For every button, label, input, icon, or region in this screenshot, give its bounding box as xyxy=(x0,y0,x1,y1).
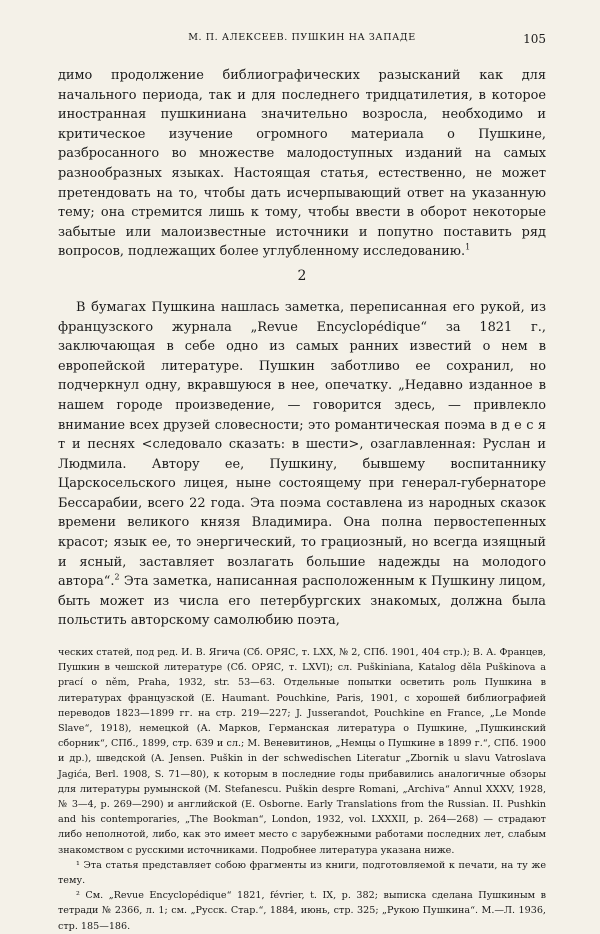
page xyxy=(58,32,546,934)
page-header xyxy=(58,32,546,58)
paragraph-2-text-b: Эта заметка, написанная расположенным к Пушкину лицом, быть может из числа его петербургских знакомых, должна была польстить авторскому самолюбию поэта, xyxy=(58,574,546,629)
paragraph-1 xyxy=(58,66,546,262)
running-title: М. П. АЛЕКСЕЕВ. ПУШКИН НА ЗАПАДЕ xyxy=(188,32,416,43)
page-number: 105 xyxy=(523,32,546,46)
paragraph-2 xyxy=(58,298,546,631)
paragraph-1-text: димо продолжение библиографических разысканий как для начального периода, так и для последнего тридцатилетия, в которое иностранная пушкиниана значительно возросла, необходимо и критическое изучение огромного материала о Пушкине, разбросанного во множестве малодоступных изданий на самых разнообразных языках. Настоящая статья, естественно, не может претендовать на то, чтобы дать исчерпывающий ответ на указанную тему; она стремится лишь к тому, чтобы ввести в оборот некоторые забытые или малоизвестные источники и попутно поставить ряд вопросов, подлежащих более углубленному исследованию. xyxy=(58,68,546,260)
footnote-1: ¹ Эта статья представляет собою фрагменты из книги, подготовляемой к печати, на ту же тему. xyxy=(58,859,546,887)
footnote-ref-2: 2 xyxy=(114,572,120,582)
footnote-2: ² См. „Revue Encyclopédique“ 1821, février, t. IX, p. 382; выписка сделана Пушкиным в тетради № 2366, л. 1; см. „Русск. Стар.“, 1884, июнь, стр. 325; „Рукою Пушкина“. М.—Л. 1936, стр. 185—186. xyxy=(58,890,546,932)
paragraph-2-text-a: В бумагах Пушкина нашлась заметка, переписанная его рукой, из французского журнала „Revue Encyclopédique“ за 1821 г., заключающая в себе одно из самых ранних известий о нем в европейской литературе. Пушкин заботливо ее сохранил, но подчеркнул одну, вкравшуюся в нее, опечатку. „Недавно изданное в нашем городе произведение, — говорится здесь, — привлекло внимание всех друзей словесности; это романтическая поэма в д е с я т и песнях <следовало сказать: в шести>, озаглавленная: Руслан и Людмила. Автору ее, Пушкину, бывшему воспитаннику Царскосельского лицея, ныне состоящему при генерал-губернаторе Бессарабии, всего 22 года. Эта поэма составлена из народных сказок времени великого князя Владимира. Она полна первостепенных красот; язык ее, то энергический, то грациозный, но всегда изящный и ясный, заставляет возлагать большие надежды на молодого автора“. xyxy=(58,299,546,590)
footnote-continuation: ческих статей, под ред. И. В. Ягича (Сб. ОРЯС, т. LXX, № 2, СПб. 1901, 404 стр.); В. А. Францев, Пушкин в чешской литературе (Сб. ОРЯС, т. LXVI); сл. Puškiniana, Katalog děla Puškinova a prací o něm, Praha, 1932, str. 53—63. Отдельные попытки осветить роль Пушкина в литературах французской (E. Haumant. Pouchkine, Paris, 1901, с хорошей библиографией переводов 1823—1899 гг. на стр. 219—227; J. Jusserandot, Pouchkine en France, „Le Monde Slave“, 1918), немецкой (А. Марков, Германская литература о Пушкине, „Пушкинский сборник“, СПб., 1899, стр. 639 и сл.; М. Веневитинов, „Немцы о Пушкине в 1899 г.“, СПб. 1900 и др.), шведской (A. Jensen. Puškin in der schwedischen Literatur „Zbornik u slavu Vatroslava Jagića, Berl. 1908, S. 71—80), к которым в последние годы прибавились аналогичные обзоры для литературы румынской (M. Stefanescu. Puškin despre Romani, „Archiva“ Annul XXXV, 1928, № 3—4, p. 269—290) и английской (E. Osborne. Early Translations from the Russian. II. Pushkin and his contemporaries, „The Bookman“, London, 1932, vol. LXXXII, p. 264—268) — страдают либо неполнотой, либо, как это имеет место с зарубежными работами последних лет, слабым знакомством с русскими источниками. Подробнее литература указана ниже. xyxy=(58,647,546,856)
section-number: 2 xyxy=(297,267,307,284)
footnote-ref-1: 1 xyxy=(465,243,471,253)
